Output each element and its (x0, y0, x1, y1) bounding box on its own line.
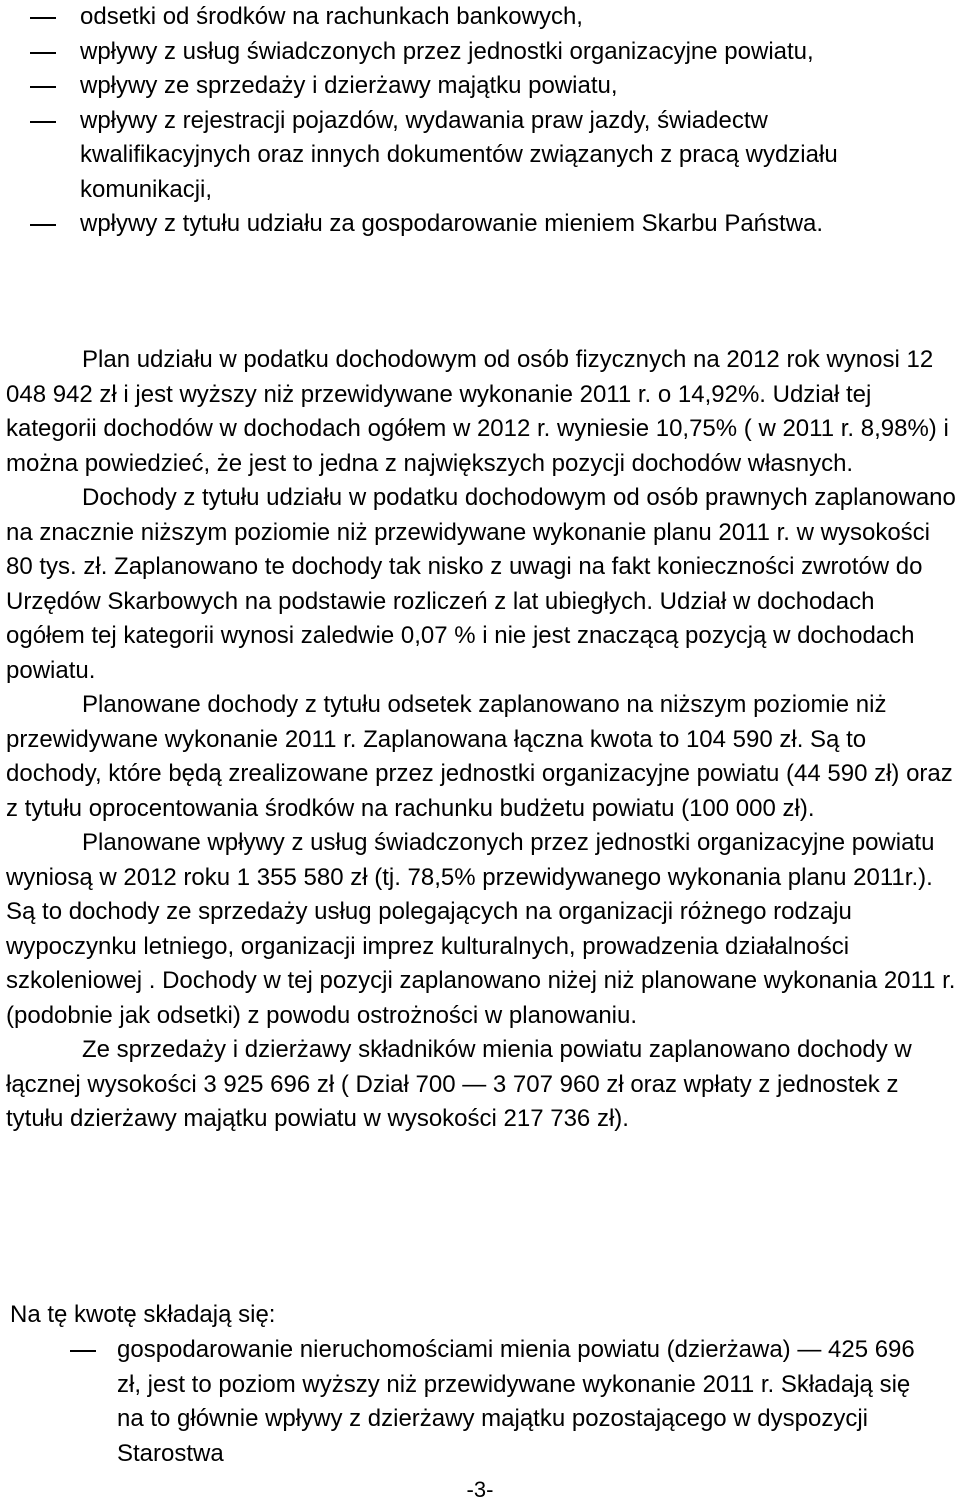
list-item (0, 104, 960, 208)
revenue-sources-list (0, 0, 960, 242)
document-body (6, 343, 956, 1137)
amount-breakdown-intro: Na tę kwotę składają się: (10, 1301, 276, 1328)
dash-bullet-icon (30, 52, 56, 54)
list-item-text: wpływy z tytułu udziału za gospodarowanie mieniem Skarbu Państwa. (80, 210, 824, 237)
amount-breakdown-list (0, 1333, 960, 1471)
dash-bullet-icon (30, 121, 56, 123)
list-item-text: wpływy ze sprzedaży i dzierżawy majątku powiatu, (80, 72, 618, 99)
list-item-text: wpływy z rejestracji pojazdów, wydawania praw jazdy, świadectw kwalifikacyjnych oraz innych dokumentów związanych z pracą wydziału komunikacji, (80, 106, 838, 203)
paragraph-pit-share: Plan udziału w podatku dochodowym od osób fizycznych na 2012 rok wynosi 12 048 942 zł i jest wyższy niż przewidywane wykonanie 2011 r. o 14,92%. Udział tej kategorii dochodów w dochodach ogółem w 2012 r. wyniesie 10,75% ( w 2011 r. 8,98%) i można powiedzieć, że jest to jedna z największych pozycji dochodów własnych. (6, 346, 949, 477)
list-item (0, 35, 960, 70)
page-number: -3- (466, 1477, 494, 1502)
paragraph-services: Planowane wpływy z usług świadczonych przez jednostki organizacyjne powiatu wyniosą w 2012 roku 1 355 580 zł (tj. 78,5% przewidywanego wykonania planu 2011r.). Są to dochody ze sprzedaży usług polegających na organizacji różnego rodzaju wypoczynku letniego, organizacji imprez kulturalnych, prowadzenia działalności szkoleniowej . Dochody w tej pozycji zaplanowano niżej niż planowane wykonania 2011 r. (podobnie jak odsetki) z powodu ostrożności w planowaniu. (6, 829, 956, 1029)
dash-bullet-icon (30, 86, 56, 88)
list-item (0, 1333, 960, 1471)
paragraph-interest: Planowane dochody z tytułu odsetek zaplanowano na niższym poziomie niż przewidywane wykonanie 2011 r. Zaplanowana łączna kwota to 104 590 zł. Są to dochody, które będą zrealizowane przez jednostki organizacyjne powiatu (44 590 zł) oraz z tytułu oprocentowania środków na rachunku budżetu powiatu (100 000 zł). (6, 691, 953, 822)
list-item (0, 0, 960, 35)
dash-bullet-icon (30, 224, 56, 226)
list-item (0, 207, 960, 242)
dash-bullet-icon (70, 1350, 96, 1352)
paragraph-property-sale: Ze sprzedaży i dzierżawy składników mienia powiatu zaplanowano dochody w łącznej wysokości 3 925 696 zł ( Dział 700 — 3 707 960 zł oraz wpłaty z jednostek z tytułu dzierżawy majątku powiatu w wysokości 217 736 zł). (6, 1036, 912, 1132)
dash-bullet-icon (30, 17, 56, 19)
list-item-text: odsetki od środków na rachunkach bankowych, (80, 3, 583, 30)
list-item-text: wpływy z usług świadczonych przez jednostki organizacyjne powiatu, (80, 37, 814, 65)
list-item-text: gospodarowanie nieruchomościami mienia powiatu (dzierżawa) — 425 696 zł, jest to poziom wyższy niż przewidywane wykonanie 2011 r. Składają się na to głównie wpływy z dzierżawy majątku pozostającego w dyspozycji Starostwa (117, 1336, 915, 1467)
list-item (0, 69, 960, 104)
paragraph-cit-share: Dochody z tytułu udziału w podatku dochodowym od osób prawnych zaplanowano na znacznie niższym poziomie niż przewidywane wykonanie planu 2011 r. w wysokości 80 tys. zł. Zaplanowano te dochody tak nisko z uwagi na fakt konieczności zwrotów do Urzędów Skarbowych na podstawie rozliczeń z lat ubiegłych. Udział w dochodach ogółem tej kategorii wynosi zaledwie 0,07 % i nie jest znaczącą pozycją w dochodach powiatu. (6, 484, 956, 684)
